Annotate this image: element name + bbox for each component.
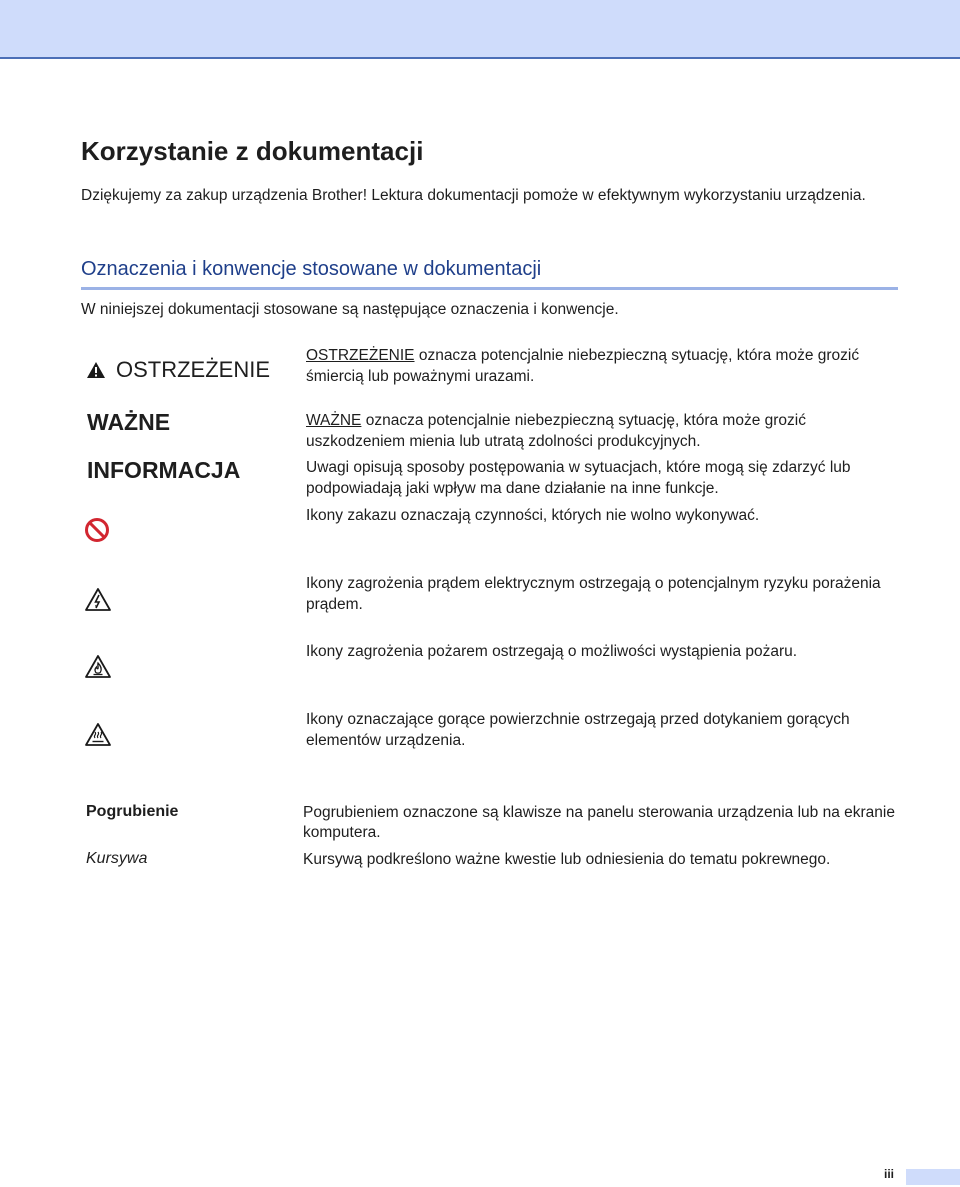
important-text: oznacza potencjalnie niebezpieczną sytuację, która może grozić uszkodzeniem mienia lub utratą zdolności produkcyjnych. — [306, 412, 806, 450]
hot-surface-description: Ikony oznaczające gorące powierzchnie ostrzegają przed dotykaniem gorących elementów urządzenia. — [306, 711, 850, 749]
fire-description: Ikony zagrożenia pożarem ostrzegają o możliwości wystąpienia pożaru. — [306, 643, 798, 660]
header-band — [0, 0, 960, 59]
page-tab — [906, 1169, 960, 1185]
info-description: Uwagi opisują sposoby postępowania w sytuacjach, które mogą się zdarzyć lub podpowiadają jaki wpływ ma dane działanie na inne funkcje. — [306, 459, 851, 497]
hot-surface-icon — [84, 722, 112, 747]
electrical-hazard-icon — [84, 587, 112, 612]
warning-text: oznacza potencjalnie niebezpieczną sytuację, która może grozić śmiercią lub poważnymi urazami. — [306, 347, 860, 385]
info-label: INFORMACJA — [87, 457, 241, 483]
page-number: iii — [884, 1167, 895, 1181]
important-description — [306, 410, 886, 452]
fire-hazard-icon — [84, 654, 112, 679]
prohibition-icon — [84, 517, 110, 543]
bold-convention-description: Pogrubieniem oznaczone są klawisze na panelu sterowania urządzenia lub na ekranie komputera. — [303, 804, 895, 841]
section-title: Oznaczenia i konwencje stosowane w dokumentacji — [81, 258, 898, 290]
prohibition-description: Ikony zakazu oznaczają czynności, których nie wolno wykonywać. — [306, 507, 760, 524]
warning-icon — [86, 361, 106, 379]
electrical-description: Ikony zagrożenia prądem elektrycznym ostrzegają o potencjalnym ryzyku porażenia prądem. — [306, 575, 881, 613]
intro-paragraph: Dziękujemy za zakup urządzenia Brother! Lektura dokumentacji pomoże w efektywnym wykorzystaniu urządzenia. — [81, 187, 866, 204]
warning-term: OSTRZEŻENIE — [306, 347, 415, 364]
warning-label — [86, 357, 270, 383]
section-intro: W niniejszej dokumentacji stosowane są następujące oznaczenia i konwencje. — [81, 301, 619, 318]
italic-convention-description: Kursywą podkreślono ważne kwestie lub odniesienia do tematu pokrewnego. — [303, 851, 831, 868]
page-title: Korzystanie z dokumentacji — [81, 136, 424, 166]
italic-convention-label: Kursywa — [86, 850, 148, 867]
bold-convention-label: Pogrubienie — [86, 803, 179, 820]
warning-label-text: OSTRZEŻENIE — [116, 357, 271, 382]
important-label: WAŻNE — [87, 409, 171, 435]
warning-description — [306, 345, 886, 387]
important-term: WAŻNE — [306, 412, 362, 429]
